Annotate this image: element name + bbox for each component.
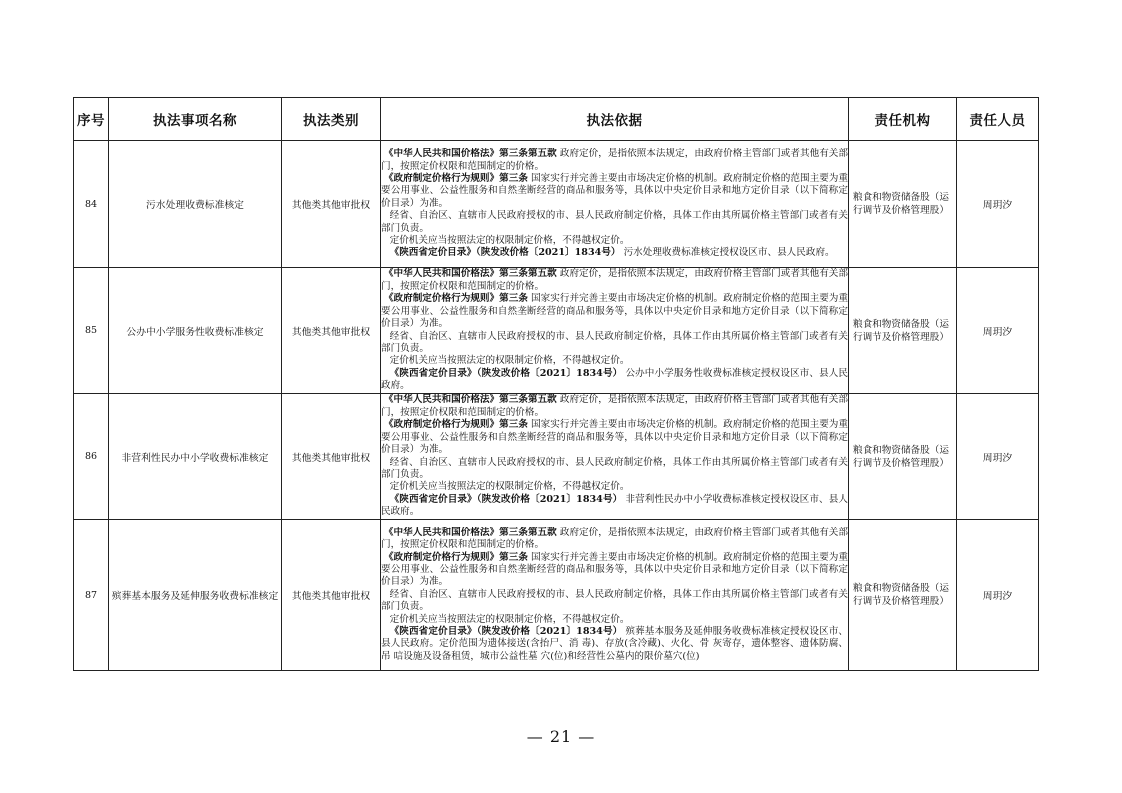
header-person: 责任人员	[957, 98, 1039, 141]
legal-basis	[381, 268, 849, 394]
basis-text: 政府定价，是指依照本法规定，由政府价格主管部门或者其他有关部门，按照定价权限和范围制定的价格。	[381, 394, 848, 418]
basis-paragraph	[381, 394, 848, 419]
table-row	[74, 141, 1039, 268]
header-name: 执法事项名称	[109, 98, 282, 141]
basis-text: 政府定价，是指依照本法规定，由政府价格主管部门或者其他有关部门，按照定价权限和范围制定的价格。	[381, 526, 848, 551]
item-name: 污水处理收费标准核定	[109, 141, 282, 268]
basis-paragraph	[381, 589, 848, 614]
basis-ref: 《陕西省定价目录》（陕发改价格〔2021〕1834号）	[389, 493, 623, 505]
basis-paragraph	[381, 210, 848, 235]
basis-paragraph	[381, 527, 848, 552]
row-number: 84	[74, 141, 109, 268]
row-number: 87	[74, 520, 109, 671]
basis-text: 政府定价，是指依照本法规定，由政府价格主管部门或者其他有关部门，按照定价权限和范围制定的价格。	[381, 148, 848, 172]
basis-text: 公办中小学服务性收费标准核定授权设区市、县人民政府。	[381, 367, 848, 392]
basis-paragraph	[381, 293, 848, 330]
basis-paragraph	[381, 457, 848, 482]
legal-basis	[381, 141, 849, 268]
basis-text: 定价机关应当按照法定的权限制定价格，不得越权定价。	[389, 355, 630, 367]
basis-text: 定价机关应当按照法定的权限制定价格，不得越权定价。	[389, 235, 630, 247]
org-text: 粮食和物资储备股（运行调节及价格管理股）	[853, 318, 949, 343]
header-no: 序号	[74, 98, 109, 141]
basis-text: 经省、自治区、直辖市人民政府授权的市、县人民政府制定价格，具体工作由其所属价格主管部门或者有关部门负责。	[381, 330, 848, 354]
legal-basis	[381, 394, 849, 520]
table-header-row	[74, 98, 1039, 141]
basis-text: 经省、自治区、直辖市人民政府授权的市、县人民政府制定价格，具体工作由其所属价格主管部门或者有关部门负责。	[381, 588, 848, 613]
row-number: 86	[74, 394, 109, 520]
basis-ref: 《中华人民共和国价格法》第三条第五款	[383, 526, 557, 538]
basis-paragraph	[381, 626, 848, 663]
basis-ref: 《陕西省定价目录》（陕发改价格〔2021〕1834号）	[389, 367, 623, 379]
item-category: 其他类其他审批权	[282, 520, 381, 671]
basis-paragraph	[381, 268, 848, 293]
basis-text: 非营利性民办中小学收费标准核定授权设区市、县人民政府。	[381, 493, 848, 518]
responsible-org	[849, 268, 957, 394]
basis-paragraph	[381, 331, 848, 356]
basis-text: 经省、自治区、直辖市人民政府授权的市、县人民政府制定价格，具体工作由其所属价格主管部门或者有关部门负责。	[381, 456, 848, 480]
basis-paragraph	[381, 235, 848, 247]
basis-text: 殡葬基本服务及延伸服务收费标准核定授权设区市、县人民政府。定价范围为遗体接送(含抬尸、消 毒)、存放(含冷藏)、火化、骨 灰寄存，遗体整容、遗体防腐、吊 唁设施及设备租赁，城市公益性墓 穴(位)和经营性公墓内的限价墓穴(位)	[381, 626, 848, 662]
basis-text: 国家实行并完善主要由市场决定价格的机制。政府制定价格的范围主要为重要公用事业、公益性服务和自然垄断经营的商品和服务等，具体以中央定价目录和地方定价目录（以下简称定价目录）为准。	[381, 419, 848, 456]
row-number: 85	[74, 268, 109, 394]
basis-text: 国家实行并完善主要由市场决定价格的机制。政府制定价格的范围主要为重要公用事业、公益性服务和自然垄断经营的商品和服务等，具体以中央定价目录和地方定价目录（以下简称定价目录）为准。	[381, 172, 848, 209]
basis-text: 定价机关应当按照法定的权限制定价格，不得越权定价。	[389, 481, 630, 493]
basis-paragraph	[381, 148, 848, 173]
enforcement-items-table	[73, 97, 1039, 671]
responsible-person: 周玥汐	[957, 394, 1039, 520]
basis-paragraph	[381, 247, 848, 259]
responsible-person: 周玥汐	[957, 141, 1039, 268]
item-name: 殡葬基本服务及延伸服务收费标准核定	[109, 520, 282, 671]
item-category: 其他类其他审批权	[282, 268, 381, 394]
responsible-person: 周玥汐	[957, 520, 1039, 671]
basis-text: 政府定价，是指依照本法规定，由政府价格主管部门或者其他有关部门，按照定价权限和范围制定的价格。	[381, 268, 848, 292]
responsible-person: 周玥汐	[957, 268, 1039, 394]
basis-text: 国家实行并完善主要由市场决定价格的机制。政府制定价格的范围主要为重要公用事业、公益性服务和自然垄断经营的商品和服务等，具体以中央定价目录和地方定价目录（以下简称定价目录）为准。	[381, 551, 848, 588]
basis-ref: 《政府制定价格行为规则》第三条	[383, 172, 528, 184]
basis-text: 定价机关应当按照法定的权限制定价格，不得越权定价。	[389, 613, 630, 625]
header-org: 责任机构	[849, 98, 957, 141]
basis-paragraph	[381, 419, 848, 456]
header-basis: 执法依据	[381, 98, 849, 141]
basis-ref: 《中华人民共和国价格法》第三条第五款	[383, 148, 557, 160]
legal-basis	[381, 520, 849, 671]
basis-paragraph	[381, 614, 848, 626]
basis-ref: 《中华人民共和国价格法》第三条第五款	[383, 268, 557, 280]
basis-ref: 《政府制定价格行为规则》第三条	[383, 293, 528, 305]
basis-ref: 《政府制定价格行为规则》第三条	[383, 551, 528, 563]
basis-paragraph	[381, 355, 848, 367]
item-name: 公办中小学服务性收费标准核定	[109, 268, 282, 394]
basis-paragraph	[381, 173, 848, 210]
basis-paragraph	[381, 494, 848, 519]
basis-ref: 《政府制定价格行为规则》第三条	[383, 419, 528, 431]
basis-paragraph	[381, 552, 848, 589]
table-row	[74, 394, 1039, 520]
responsible-org	[849, 520, 957, 671]
org-text: 粮食和物资储备股（运行调节及价格管理股）	[853, 444, 949, 469]
basis-ref: 《陕西省定价目录》（陕发改价格〔2021〕1834号）	[389, 247, 621, 259]
item-category: 其他类其他审批权	[282, 141, 381, 268]
basis-ref: 《中华人民共和国价格法》第三条第五款	[383, 394, 557, 406]
basis-text: 国家实行并完善主要由市场决定价格的机制。政府制定价格的范围主要为重要公用事业、公益性服务和自然垄断经营的商品和服务等，具体以中央定价目录和地方定价目录（以下简称定价目录）为准。	[381, 293, 848, 330]
table-row	[74, 268, 1039, 394]
item-name: 非营利性民办中小学收费标准核定	[109, 394, 282, 520]
responsible-org	[849, 141, 957, 268]
basis-paragraph	[381, 368, 848, 393]
item-category: 其他类其他审批权	[282, 394, 381, 520]
basis-ref: 《陕西省定价目录》（陕发改价格〔2021〕1834号）	[389, 626, 623, 638]
table-row	[74, 520, 1039, 671]
header-category: 执法类别	[282, 98, 381, 141]
responsible-org	[849, 394, 957, 520]
basis-text: 污水处理收费标准核定授权设区市、县人民政府。	[620, 247, 835, 259]
basis-paragraph	[381, 481, 848, 493]
page-number: — 21 —	[526, 727, 596, 746]
org-text: 粮食和物资储备股（运行调节及价格管理股）	[853, 192, 949, 216]
basis-text: 经省、自治区、直辖市人民政府授权的市、县人民政府制定价格，具体工作由其所属价格主管部门或者有关部门负责。	[381, 210, 848, 234]
org-text: 粮食和物资储备股（运行调节及价格管理股）	[853, 583, 949, 607]
